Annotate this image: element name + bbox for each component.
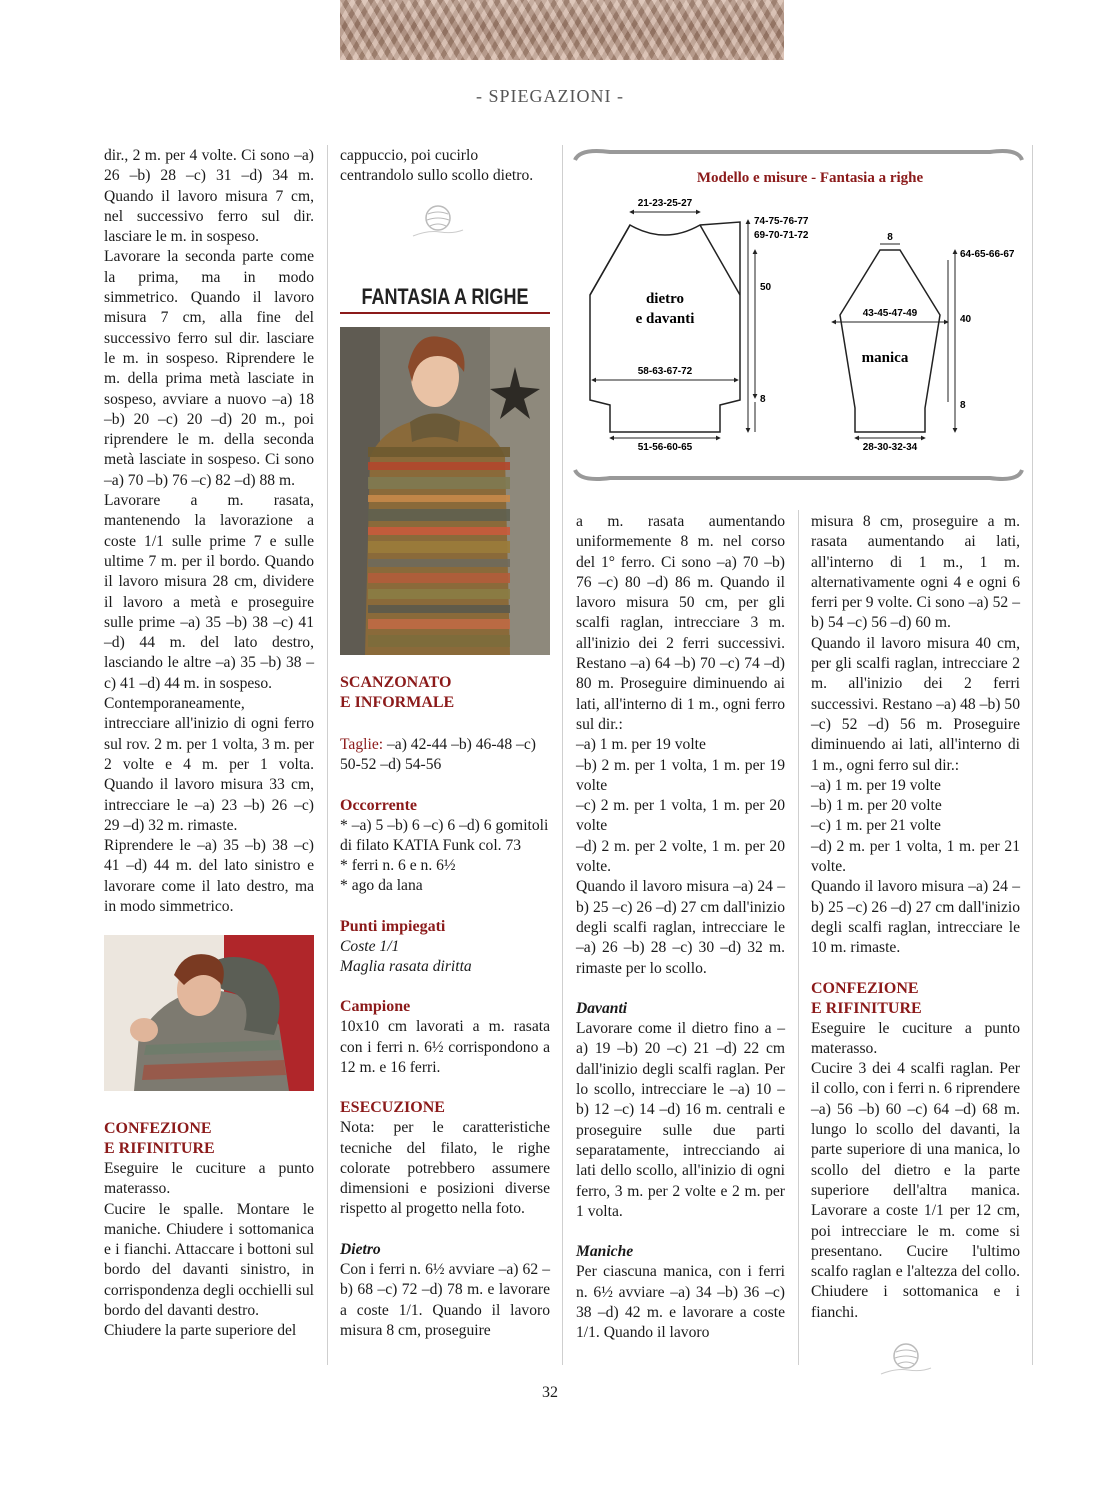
hooded-sweater-photo (104, 935, 314, 1091)
paragraph: Quando il lavoro misura –a) 24 –b) 25 –c) 26 –d) 27 cm dall'inizio degli scalfi raglan, intrecciare le –a) 26 –b) 28 –c) 30 –d) 32 m. rimaste per lo scollo. (576, 878, 785, 977)
paragraph: Nota: per le caratteristiche tecniche del filato, le righe colorate potrebbero assumere dimensioni e posizioni diverse rispetto al progetto nella foto. (340, 1119, 550, 1218)
rib-measure: 8 (760, 394, 766, 405)
davanti-heading: Davanti (576, 999, 628, 1017)
paragraph: Cucire 3 dei 4 scalfi raglan. Per il collo, con i ferri n. 6 riprendere –a) 56 –b) 60 –c) 64 –d) 68 m. lungo lo scollo del davanti, la parte superiore di una manica, lo scollo del dietro e la parte superiore dell'altra manica. Lavorare a coste 1/1 per 12 cm, poi intrecciare le m. come si presentano. Cucire l'ultimo scalfo raglan e l'altezza del collo. Chiudere i sottomanica e i fianchi. (811, 1060, 1020, 1321)
paragraph: Lavorare a m. rasata, mantenendo la lavorazione a coste 1/1 sulle prime 7 e sulle ultime 7 m. per il bordo. Quando il lavoro misura 28 cm, dividere il lavoro a metà e proseguire sulle prime –a) 35 –b) 38 –c) 41 –d) 44 m. del lato destro, lasciando le altre –a) 35 –b) 38 –c) 41 –d) 44 m. in sospeso. (104, 492, 314, 692)
esecuzione-heading: ESECUZIONE (340, 1099, 445, 1117)
yarn-ball-ornament-icon (408, 200, 468, 240)
list-item: –c) 1 m. per 21 volte (811, 817, 941, 835)
list-item: Maglia rasata diritta (340, 958, 472, 976)
paragraph: Lavorare la seconda parte come la prima, ma in modo simmetrico. Quando il lavoro misura 7 cm, alla fine del successivo ferro sul dir. lasciare le m. in sospeso. Riprendere le m. della prima metà lasciate in sospeso, avviare a nuovo –a) 18 –b) 20 –c) 20 –d) 20 m., poi riprendere le m. della seconda metà lasciate in sospeso. Ci sono –a) 70 –b) 76 –c) 82 –d) 88 m. (104, 248, 314, 489)
col2-intro: cappuccio, poi cucirlo centrandolo sullo scollo dietro. (340, 147, 534, 185)
taglie-label: Taglie: (340, 736, 384, 753)
occorrente-heading: Occorrente (340, 796, 417, 814)
subtitle: SCANZONATO (340, 674, 452, 691)
list-item: –b) 2 m. per 1 volta, 1 m. per 19 volte (576, 756, 785, 794)
taglie-value: –a) 42-44 –b) 46-48 –c) 50-52 –d) 54-56 (340, 736, 536, 774)
column-divider (798, 510, 799, 1365)
column-4 (811, 512, 1020, 1323)
column-divider (1032, 145, 1033, 1365)
column-1 (104, 146, 314, 917)
list-item: * –a) 5 –b) 6 –c) 6 –d) 6 gomitoli di filato KATIA Funk col. 73 (340, 816, 549, 854)
list-item: –b) 1 m. per 20 volte (811, 797, 942, 815)
paragraph: 10x10 cm lavorati a m. rasata con i ferri n. 6½ corrispondono a 12 m. e 16 ferri. (340, 1018, 550, 1076)
maniche-heading: Maniche (576, 1243, 634, 1261)
sleeve-raglan-measure: 40 (960, 314, 972, 325)
page-number: 32 (542, 1384, 558, 1401)
confezione-heading: CONFEZIONE (811, 979, 919, 997)
section-title: - SPIEGAZIONI - (476, 86, 624, 106)
paragraph: Lavorare come il dietro fino a –a) 19 –b) 20 –c) 21 –d) 22 cm dall'inizio degli scalfi raglan. Per lo scollo, intrecciare le –a) 10 –b) 12 –c) 14 –d) 16 m. centrali e proseguire sulle due parti separatamente, intrecciando ai lati dello scollo, all'inizio di ogni ferro, 3 m. per 2 volte e 2 m. per 1 volta. (576, 1020, 785, 1220)
col2-details (340, 673, 550, 1341)
body-label: dietro (645, 291, 685, 307)
column-divider (327, 145, 328, 1365)
yarn-ball-ornament-icon (876, 1338, 936, 1378)
paragraph: Con i ferri n. 6½ avviare –a) 62 –b) 68 –c) 72 –d) 78 m. e lavorare a coste 1/1. Quando il lavoro misura 8 cm, proseguire (340, 1261, 550, 1339)
sleeve-length-measure: 64-65-66-67 (960, 249, 1015, 260)
paragraph: Riprendere le –a) 35 –b) 38 –c) 41 –d) 44 m. del lato sinistro e lavorare come il lato destro, ma in modo simmetrico. (104, 837, 314, 915)
paragraph: Per ciascuna manica, con i ferri n. 6½ avviare –a) 34 –b) 36 –c) 38 –d) 42 m. e lavorare a coste 1/1. Quando il lavoro (576, 1263, 785, 1342)
cuff-measure: 28-30-32-34 (862, 442, 918, 453)
campione-heading: Campione (340, 998, 411, 1016)
list-item: –d) 2 m. per 2 volte, 1 m. per 20 volte. (576, 837, 785, 876)
paragraph: Contemporaneamente, intrecciare all'inizio di ogni ferro sul rov. 2 m. per 1 volta, 3 m. per 2 volte e 4 m. per 1 volta. Quando il lavoro misura 33 cm, intrecciare le –a) 23 –b) 26 –c) 29 –d) 32 m. rimaste. (104, 695, 314, 834)
measurements-diagram (570, 140, 1025, 490)
neck-measure: 21-23-25-27 (637, 198, 693, 209)
paragraph: dir., 2 m. per 4 volte. Ci sono –a) 26 –b) 28 –c) 31 –d) 34 m. Quando il lavoro misura 7 cm, nel successivo ferro sul dir. lasciare le m. in sospeso. (104, 147, 314, 246)
list-item: * ferri n. 6 e n. 6½ (340, 857, 456, 875)
list-item: Coste 1/1 (340, 937, 400, 955)
column-3 (576, 512, 785, 1344)
list-item: –c) 2 m. per 1 volta, 1 m. per 20 volte (576, 797, 785, 835)
striped-sweater-photo (340, 327, 550, 655)
confezione-heading-2: E RIFINITURE (104, 1140, 215, 1157)
chest-measure: 58-63-67-72 (637, 366, 693, 377)
confezione-heading: CONFEZIONE (104, 1120, 212, 1137)
paragraph: Chiudere la parte superiore del (104, 1322, 297, 1340)
list-item: –a) 1 m. per 19 volte (811, 776, 941, 794)
length-measure-2: 69-70-71-72 (754, 230, 809, 241)
paragraph: Quando il lavoro misura 40 cm, per gli scalfi raglan, intrecciare 2 m. all'inizio dei 2 ferri successivi. Restano –a) 48 –b) 50 –c) 52 –d) 56 m. Proseguire diminuendo ai lati, all'interno di 1 m., ogni ferro sul dir.: (811, 634, 1020, 774)
diagram-title: Modello e misure - Fantasia a righe (696, 170, 924, 186)
paragraph: Eseguire le cuciture a punto materasso. (811, 1019, 1020, 1057)
paragraph: Eseguire le cuciture a punto materasso. (104, 1160, 314, 1198)
sleeve-rib-measure: 8 (960, 400, 966, 411)
hem-measure: 51-56-60-65 (637, 442, 693, 453)
title-underline (340, 312, 550, 314)
list-item: –a) 1 m. per 19 volte (576, 736, 706, 754)
length-measure: 74-75-76-77 (754, 216, 809, 227)
punti-heading: Punti impiegati (340, 917, 446, 935)
paragraph: Quando il lavoro misura –a) 24 –b) 25 –c) 26 –d) 27 cm dall'inizio degli scalfi raglan, intrecciare le 10 m. rimaste. (811, 878, 1020, 957)
sleeve-top-measure: 8 (887, 232, 893, 243)
pattern-title: FANTASIA A RIGHE (361, 284, 529, 309)
list-item: * ago da lana (340, 877, 423, 895)
column-divider (562, 145, 563, 1365)
paragraph: a m. rasata aumentando uniformemente 8 m. nel corso del 1° ferro. Ci sono –a) 70 –b) 76 –c) 80 –d) 86 m. Quando il lavoro misura 50 cm, per gli scalfi raglan, intrecciare 3 m. all'inizio dei 2 ferri successivi. Restano –a) 64 –b) 70 –c) 74 –d) 80 m. Proseguire diminuendo ai lati, all'interno di 1 m., ogni ferro sul dir.: (576, 513, 785, 733)
raglan-measure: 50 (760, 282, 772, 293)
list-item: –d) 2 m. per 1 volta, 1 m. per 21 volte. (811, 837, 1020, 876)
sleeve-label: manica (861, 350, 909, 366)
col1-confezione (104, 1119, 314, 1342)
paragraph: misura 8 cm, proseguire a m. rasata aumentando ai lati, all'interno di 1 m., 1 m. alternativamente ogni 4 e ogni 6 ferri per 9 volte. Ci sono –a) 52 –b) 54 –c) 56 –d) 60 m. (811, 513, 1020, 632)
dietro-heading: Dietro (340, 1240, 381, 1258)
sleeve-width-measure: 43-45-47-49 (862, 308, 918, 319)
header-knit-banner (340, 0, 784, 60)
paragraph: Cucire le spalle. Montare le maniche. Chiudere i sottomanica e i fianchi. Attaccare i bottoni sul bordo del davanti sinistro, in corrispondenza degli occhielli sul bordo del davanti destro. (104, 1200, 315, 1320)
subtitle-2: E INFORMALE (340, 694, 455, 711)
body-label-2: e davanti (635, 311, 695, 327)
confezione-heading-2: E RIFINITURE (811, 999, 922, 1017)
